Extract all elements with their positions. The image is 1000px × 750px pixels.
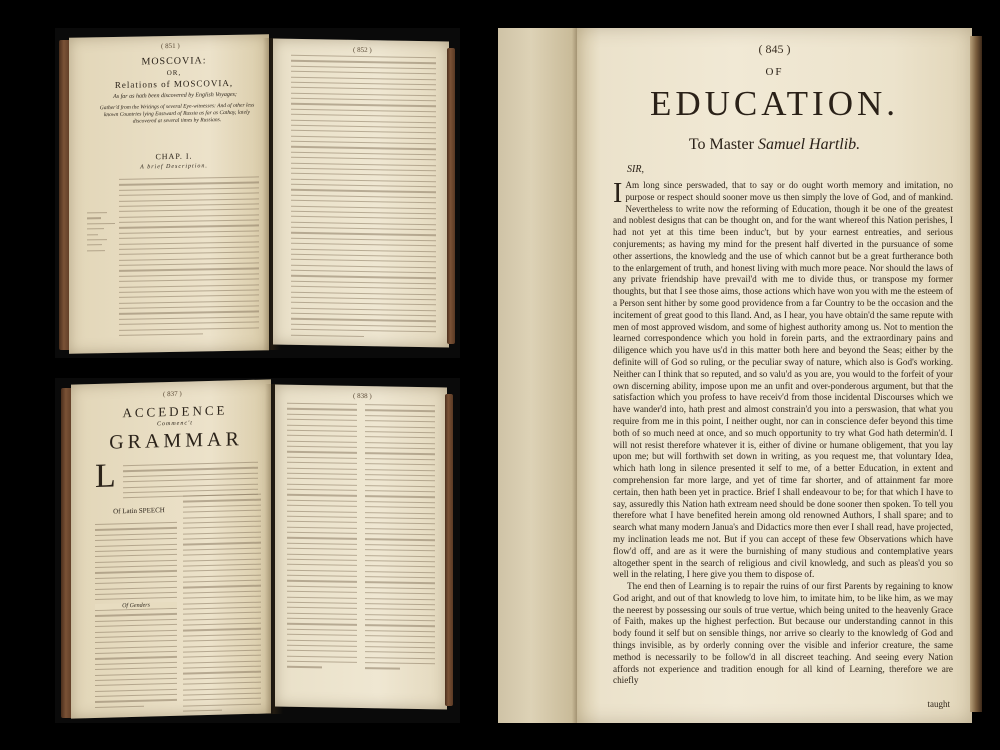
text-block (119, 176, 259, 340)
right-page (273, 38, 449, 347)
right-page (275, 384, 447, 709)
margin-notes (87, 212, 115, 255)
text-block (291, 55, 436, 342)
text-block-left-col (287, 403, 357, 673)
left-page (71, 379, 271, 718)
page-number: ( 837 ) (163, 389, 182, 399)
accedence-title: ACCEDENCE (122, 402, 228, 421)
photo-grammar (55, 378, 460, 723)
text-block-left-col (95, 522, 177, 712)
salutation: SIR, (627, 164, 644, 175)
photo-moscovia (55, 28, 460, 358)
page-number: ( 838 ) (353, 391, 372, 401)
drop-cap: L (95, 457, 116, 495)
facing-page-edge (498, 28, 580, 723)
commenct-label: Commenc't (157, 420, 193, 428)
book-cover-edge (445, 394, 453, 706)
dedication-prefix: To Master (688, 136, 758, 153)
of-label: OF (765, 66, 784, 78)
paragraph-2: The end then of Learning is to repair the ruins of our first Parents by regaining to know God aright, and out of that knowledg to love him, to imitate him, to be like him, as we may the neerest by possessing our souls of true vertue, which being united to the heavenly Grace of Faith, makes up the highest perfection. But because our understanding cannot in this body found it self but on sensible things, nor arrive so clearly to the knowledg of God and things invisible, as by orderly conning over the visible and inferior creature, the same method is necessarily to be follow'd in all discreet teaching. And seeing every Nation affords not experience and tradition enough for all kind of Learning, therefore we are chiefly (613, 581, 953, 686)
or-label: OR, (166, 68, 182, 78)
body-text (613, 180, 953, 687)
dedication-name: Samuel Hartlib. (757, 136, 861, 153)
book-cover-edge (447, 48, 455, 344)
dedication (577, 136, 972, 154)
chapter-heading: CHAP. I. (155, 151, 193, 162)
text-block-right-col (365, 404, 435, 674)
genders-heading: Of Genders (95, 602, 177, 610)
text-block-right-col (183, 494, 261, 716)
page-number: ( 851 ) (161, 41, 180, 51)
page-number: ( 845 ) (758, 42, 791, 56)
paragraph-1 (613, 180, 953, 581)
catchword: taught (927, 699, 950, 709)
moscovia-title: MOSCOVIA: (141, 55, 207, 68)
book-cover-edge (970, 36, 982, 712)
page-number: ( 852 ) (353, 45, 372, 55)
latin-speech-heading: Of Latin SPEECH (113, 506, 165, 516)
education-page (577, 28, 972, 723)
subtitle-line-1: As far as hath been discovered by English Voyages; (113, 91, 237, 100)
subtitle-line-2: Gather'd from the Writings of several Eye-witnesses: And of other less known Countries lying Eastward of Russia as far as Cathay, lately discovered at several times by Russians. (99, 102, 255, 125)
chapter-subheading: A brief Description. (140, 163, 208, 171)
grammar-title: GRAMMAR (109, 428, 243, 454)
education-title: EDUCATION. (649, 84, 899, 123)
paragraph-1-text: Am long since perswaded, that to say or do ought worth memory and imitation, no purpose or respect should sooner move us then simply the love of God, and of mankind. Nevertheless to write now the reforming of Education, though it be one of the greatest and noblest designs that can be thought on, and for the want whereof this Nation perishes, I had not yet at this time been induc't, but by your earnest entreaties, and serious conjurements; as having my mind for the present half diverted in the pursuance of some other assertions, the knowledg and the use of which cannot but be a great furtherance both to the enlargement of truth, and honest living with much more peace. Nor should the laws of any private friendship have prevail'd with me to divide thus, or transpose my former thoughts, but that I see those aims, those actions which have won you with me the esteem of a Person sent hither by some good providence from a far Country to be the occasion and the incitement of great good to this Iland. And, as I hear, you have obtain'd the same repute with men of most approved wisdom, and some of highest authority among us. Not to mention the learned correspondence which you hold in forein parts, and the extraordinary pains and diligence which you have us'd in this matter both here and beyond the Seas; either by the definite will of God so ruling, or the peculiar sway of nature, which also is God's working. Neither can I think that so reputed, and so valu'd as you are, you would to the forfeit of your own discerning ability, impose upon me an unfit and over-ponderous argument, but that the satisfaction which you profess to have receiv'd from those incidental Discourses which we have wander'd into, hath prest and almost constrain'd you into a perswasion, that what you require from me in this point, I neither ought, nor can in conscience defer beyond this time both of so much need at once, and so much opportunity to try what God hath determin'd. I will not resist therefore whatever it is, either of divine or humane obligement, that you lay upon me; but will forthwith set down in writing, as you request me, that voluntary Idea, which hath long in silence presented it self to me, of a better Education, in extent and comprehension far more large, and yet of time far shorter, and of attainment far more certain, then hath been yet in practice. Brief I shall endeavour to be; for that which I have to say, assuredly this Nation hath extream need should be done sooner then spoken. To tell you therefore what I have benefited herein among old renowned Authors, I shall spare; and to search what many modern Janua's and Didactics more then ever I shall read, have projected, my inclination leads me not. But if you can accept of these few Observations which have flow'd off, and are as it were the burnishing of many studious and contemplative years altogether spent in the search of religious and civil knowledg, and such as pleas'd you so well in the relating, I here give you them to dispose of. (613, 180, 953, 580)
subtitle: Relations of MOSCOVIA, (114, 77, 234, 90)
left-page (69, 34, 269, 353)
drop-cap: I (613, 178, 623, 209)
